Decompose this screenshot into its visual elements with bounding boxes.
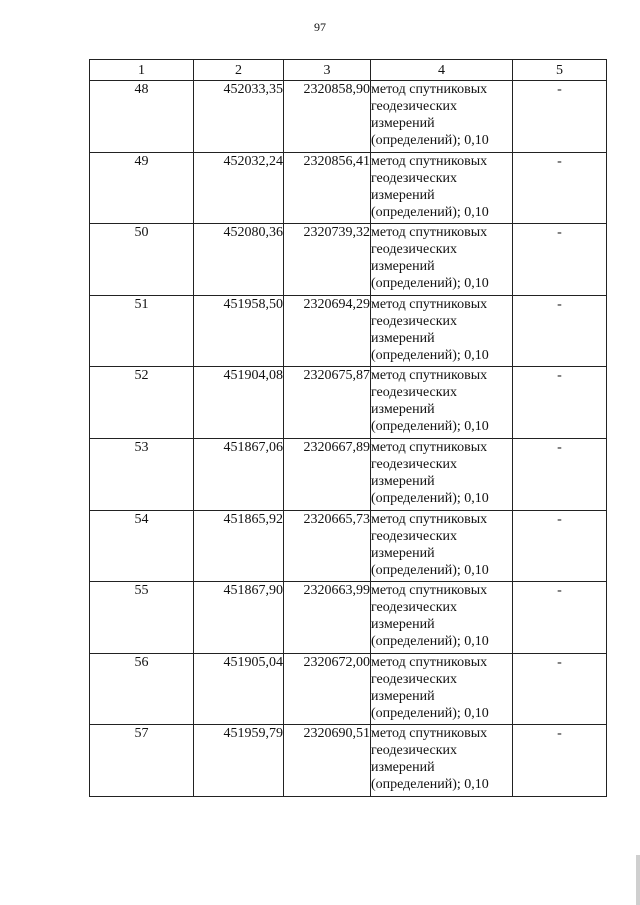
x-coordinate-cell: 451959,79 xyxy=(194,725,284,797)
x-coordinate-cell: 452080,36 xyxy=(194,224,284,296)
y-coordinate-cell: 2320665,73 xyxy=(284,510,371,582)
table-header-row xyxy=(90,60,607,81)
note-cell: - xyxy=(513,725,607,797)
method-line: измерений xyxy=(371,473,435,489)
y-coordinate-cell: 2320858,90 xyxy=(284,81,371,153)
x-coordinate-cell: 451905,04 xyxy=(194,653,284,725)
x-coordinate-cell: 452032,24 xyxy=(194,152,284,224)
method-cell xyxy=(371,81,513,153)
method-line: измерений xyxy=(371,330,435,346)
table-row xyxy=(90,224,607,296)
method-line: метод спутниковых xyxy=(371,511,488,527)
header-col-3: 3 xyxy=(284,60,371,81)
method-line: (определений); 0,10 xyxy=(371,777,489,793)
note-cell: - xyxy=(513,653,607,725)
point-number-cell: 50 xyxy=(90,224,194,296)
method-line: измерений xyxy=(371,545,435,561)
y-coordinate-cell: 2320690,51 xyxy=(284,725,371,797)
x-coordinate-cell: 451867,06 xyxy=(194,438,284,510)
point-number-cell: 48 xyxy=(90,81,194,153)
method-line: (определений); 0,10 xyxy=(371,490,489,506)
method-line: (определений); 0,10 xyxy=(371,419,489,435)
table-row xyxy=(90,152,607,224)
method-line: геодезических xyxy=(371,600,458,616)
x-coordinate-cell: 451867,90 xyxy=(194,582,284,654)
header-col-2: 2 xyxy=(194,60,284,81)
y-coordinate-cell: 2320667,89 xyxy=(284,438,371,510)
method-line: геодезических xyxy=(371,671,458,687)
point-number-cell: 54 xyxy=(90,510,194,582)
y-coordinate-cell: 2320739,32 xyxy=(284,224,371,296)
method-line: геодезических xyxy=(371,456,458,472)
method-line: (определений); 0,10 xyxy=(371,705,489,721)
point-number-cell: 56 xyxy=(90,653,194,725)
note-cell: - xyxy=(513,367,607,439)
method-cell xyxy=(371,438,513,510)
method-cell xyxy=(371,510,513,582)
table-row xyxy=(90,653,607,725)
point-number-cell: 49 xyxy=(90,152,194,224)
note-cell: - xyxy=(513,582,607,654)
table-row xyxy=(90,510,607,582)
x-coordinate-cell: 451958,50 xyxy=(194,295,284,367)
point-number-cell: 57 xyxy=(90,725,194,797)
header-col-4: 4 xyxy=(371,60,513,81)
header-col-1: 1 xyxy=(90,60,194,81)
x-coordinate-cell: 452033,35 xyxy=(194,81,284,153)
method-cell xyxy=(371,224,513,296)
method-line: метод спутниковых xyxy=(371,153,488,169)
method-line: геодезических xyxy=(371,99,458,114)
point-number-cell: 51 xyxy=(90,295,194,367)
method-line: (определений); 0,10 xyxy=(371,562,489,578)
method-line: геодезических xyxy=(371,743,458,759)
method-line: геодезических xyxy=(371,385,458,401)
method-line: измерений xyxy=(371,688,435,704)
method-line: метод спутниковых xyxy=(371,583,488,599)
method-line: метод спутниковых xyxy=(371,82,488,97)
table-row xyxy=(90,725,607,797)
method-line: измерений xyxy=(371,402,435,418)
method-line: измерений xyxy=(371,187,435,203)
method-line: геодезических xyxy=(371,313,458,329)
method-line: метод спутниковых xyxy=(371,439,488,455)
method-line: метод спутниковых xyxy=(371,368,488,384)
note-cell: - xyxy=(513,152,607,224)
note-cell: - xyxy=(513,224,607,296)
point-number-cell: 53 xyxy=(90,438,194,510)
table-row xyxy=(90,367,607,439)
method-cell xyxy=(371,367,513,439)
method-line: измерений xyxy=(371,617,435,633)
method-cell xyxy=(371,152,513,224)
note-cell: - xyxy=(513,81,607,153)
point-number-cell: 55 xyxy=(90,582,194,654)
method-line: (определений); 0,10 xyxy=(371,634,489,650)
method-line: геодезических xyxy=(371,242,458,258)
scan-edge xyxy=(636,855,640,905)
method-line: метод спутниковых xyxy=(371,225,488,241)
y-coordinate-cell: 2320672,00 xyxy=(284,653,371,725)
method-cell xyxy=(371,653,513,725)
x-coordinate-cell: 451865,92 xyxy=(194,510,284,582)
method-line: (определений); 0,10 xyxy=(371,133,489,148)
method-line: метод спутниковых xyxy=(371,654,488,670)
method-line: геодезических xyxy=(371,170,458,186)
method-line: метод спутниковых xyxy=(371,296,488,312)
method-line: (определений); 0,10 xyxy=(371,276,489,292)
note-cell: - xyxy=(513,295,607,367)
header-col-5: 5 xyxy=(513,60,607,81)
method-line: измерений xyxy=(371,116,435,131)
table-row xyxy=(90,295,607,367)
method-line: измерений xyxy=(371,259,435,275)
table-row xyxy=(90,582,607,654)
method-line: измерений xyxy=(371,760,435,776)
method-line: (определений); 0,10 xyxy=(371,347,489,363)
method-cell xyxy=(371,725,513,797)
note-cell: - xyxy=(513,510,607,582)
method-line: метод спутниковых xyxy=(371,726,488,742)
method-cell xyxy=(371,295,513,367)
method-cell xyxy=(371,582,513,654)
note-cell: - xyxy=(513,438,607,510)
table-row xyxy=(90,438,607,510)
y-coordinate-cell: 2320856,41 xyxy=(284,152,371,224)
method-line: геодезических xyxy=(371,528,458,544)
page-number: 97 xyxy=(314,20,326,34)
coordinates-table xyxy=(89,59,607,797)
y-coordinate-cell: 2320663,99 xyxy=(284,582,371,654)
x-coordinate-cell: 451904,08 xyxy=(194,367,284,439)
y-coordinate-cell: 2320675,87 xyxy=(284,367,371,439)
table-row xyxy=(90,81,607,153)
method-line: (определений); 0,10 xyxy=(371,204,489,220)
y-coordinate-cell: 2320694,29 xyxy=(284,295,371,367)
point-number-cell: 52 xyxy=(90,367,194,439)
